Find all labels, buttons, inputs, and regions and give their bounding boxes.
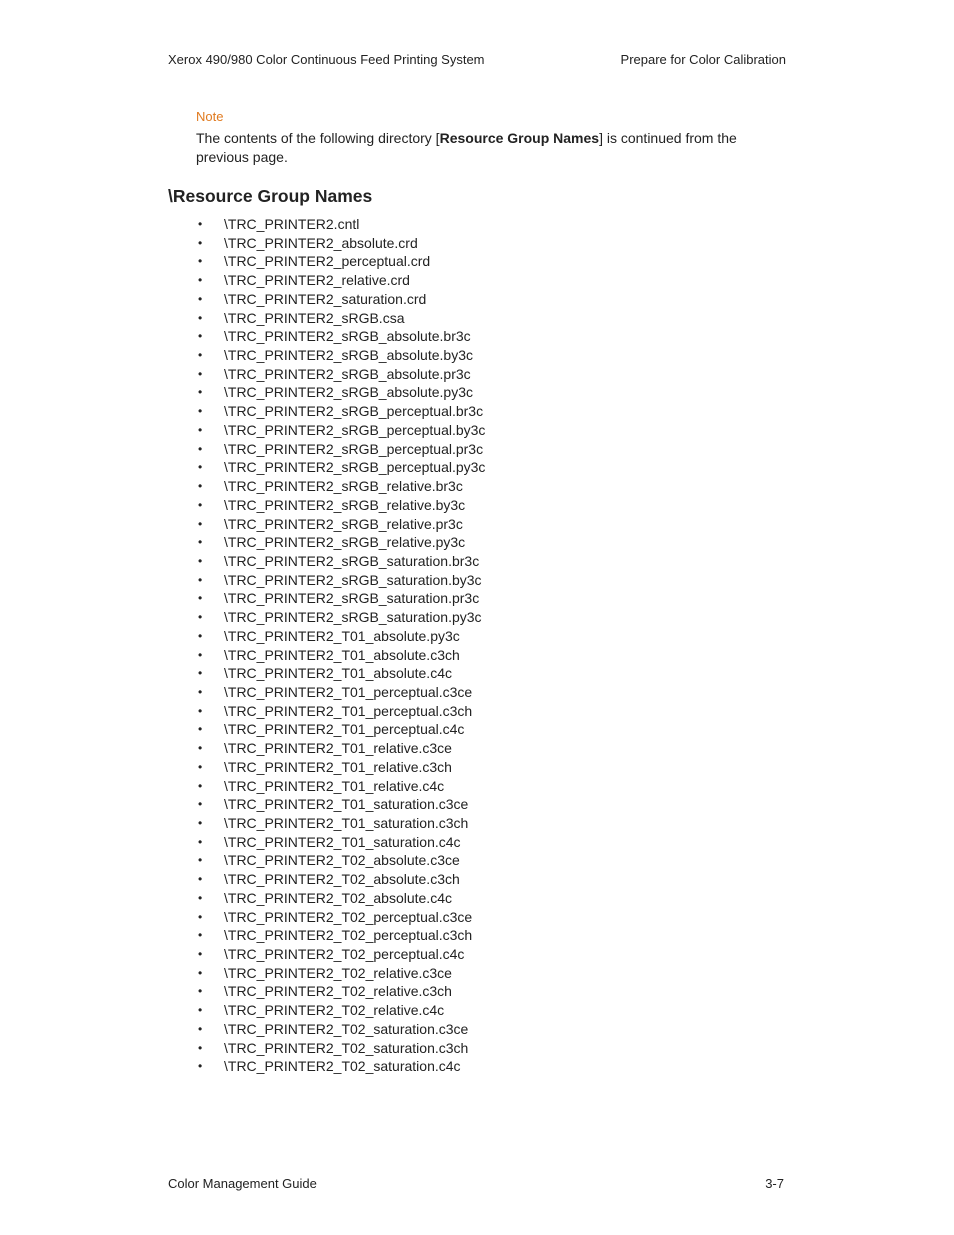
list-item-text: \TRC_PRINTER2_T02_relative.c4c [224,1002,445,1019]
list-item [196,234,485,253]
list-item [196,346,485,365]
bullet-icon: • [198,479,203,494]
bullet-icon: • [198,329,203,344]
bullet-icon: • [198,853,203,868]
list-item [196,571,485,590]
list-item [196,702,485,721]
list-item [196,515,485,534]
list-item-text: \TRC_PRINTER2_T01_absolute.c3ch [224,646,460,663]
bullet-icon: • [198,366,203,381]
list-item [196,383,485,402]
bullet-icon: • [198,310,203,325]
list-item-text: \TRC_PRINTER2_sRGB_perceptual.by3c [224,421,486,438]
list-item [196,833,485,852]
list-item-text: \TRC_PRINTER2_sRGB_perceptual.pr3c [224,440,484,457]
bullet-icon: • [198,497,203,512]
note-text-before: The contents of the following directory [ [196,130,440,146]
list-item-text: \TRC_PRINTER2_T02_absolute.c3ch [224,871,460,888]
list-item [196,870,485,889]
list-item-text: \TRC_PRINTER2_sRGB_relative.py3c [224,534,466,551]
bullet-icon: • [198,797,203,812]
list-item-text: \TRC_PRINTER2_saturation.crd [224,290,427,307]
list-item-text: \TRC_PRINTER2_T02_relative.c3ch [224,983,452,1000]
list-item [196,889,485,908]
bullet-icon: • [198,348,203,363]
list-item-text: \TRC_PRINTER2_sRGB_absolute.br3c [224,328,471,345]
list-item-text: \TRC_PRINTER2_T01_relative.c3ce [224,740,452,757]
list-item-text: \TRC_PRINTER2_T02_absolute.c4c [224,889,452,906]
note-text-bold: Resource Group Names [439,130,600,146]
bullet-icon: • [198,1040,203,1055]
list-item [196,365,485,384]
list-item [196,309,485,328]
list-item-text: \TRC_PRINTER2_sRGB_saturation.br3c [224,552,480,569]
list-item [196,739,485,758]
list-item-text: \TRC_PRINTER2_sRGB.csa [224,309,405,326]
list-item [196,646,485,665]
list-item [196,608,485,627]
bullet-icon: • [198,834,203,849]
list-item-text: \TRC_PRINTER2.cntl [224,216,360,232]
list-item-text: \TRC_PRINTER2_absolute.crd [224,234,418,251]
list-item [196,720,485,739]
running-header-title: Xerox 490/980 Color Continuous Feed Printing System [168,52,485,67]
footer-guide-title: Color Management Guide [168,1176,317,1191]
bullet-icon: • [198,235,203,250]
list-item-text: \TRC_PRINTER2_sRGB_absolute.by3c [224,347,473,364]
list-item [196,683,485,702]
bullet-icon: • [198,441,203,456]
list-item-text: \TRC_PRINTER2_sRGB_relative.by3c [224,496,466,513]
bullet-icon: • [198,535,203,550]
list-item [196,327,485,346]
list-item-text: \TRC_PRINTER2_sRGB_perceptual.py3c [224,459,486,476]
list-item [196,290,485,309]
list-item [196,777,485,796]
list-item [196,758,485,777]
bullet-icon: • [198,273,203,288]
list-item-text: \TRC_PRINTER2_T02_absolute.c3ce [224,852,460,869]
bullet-icon: • [198,647,203,662]
list-item [196,271,485,290]
list-item-text: \TRC_PRINTER2_sRGB_perceptual.br3c [224,403,484,420]
list-item [196,421,485,440]
list-item-text: \TRC_PRINTER2_T01_perceptual.c4c [224,721,465,738]
bullet-icon: • [198,684,203,699]
list-item-text: \TRC_PRINTER2_T02_relative.c3ce [224,964,452,981]
list-item [196,926,485,945]
bullet-icon: • [198,947,203,962]
bullet-icon: • [198,610,203,625]
list-item-text: \TRC_PRINTER2_sRGB_absolute.py3c [224,384,473,401]
list-item-text: \TRC_PRINTER2_sRGB_relative.br3c [224,478,463,495]
list-item [196,252,485,271]
list-item [196,627,485,646]
bullet-icon: • [198,572,203,587]
list-item-text: \TRC_PRINTER2_perceptual.crd [224,253,431,270]
bullet-icon: • [198,217,203,231]
list-item-text: \TRC_PRINTER2_sRGB_relative.pr3c [224,515,463,532]
bullet-icon: • [198,254,203,269]
list-item [196,1057,485,1076]
bullet-icon: • [198,666,203,681]
bullet-icon: • [198,703,203,718]
list-item [196,533,485,552]
list-item [196,1020,485,1039]
list-item [196,589,485,608]
list-item-text: \TRC_PRINTER2_T01_absolute.c4c [224,665,452,682]
list-item [196,664,485,683]
list-item-text: \TRC_PRINTER2_T02_saturation.c4c [224,1058,461,1075]
list-item [196,215,485,234]
list-item [196,908,485,927]
section-heading: \Resource Group Names [168,186,373,206]
bullet-icon: • [198,1021,203,1036]
list-item-text: \TRC_PRINTER2_relative.crd [224,272,410,289]
bullet-icon: • [198,984,203,999]
list-item-text: \TRC_PRINTER2_sRGB_saturation.pr3c [224,590,480,607]
bullet-icon: • [198,404,203,419]
page-number: 3-7 [765,1176,784,1191]
list-item [196,440,485,459]
list-item-text: \TRC_PRINTER2_T01_relative.c3ch [224,758,452,775]
bullet-icon: • [198,778,203,793]
bullet-icon: • [198,591,203,606]
list-item [196,1001,485,1020]
bullet-icon: • [198,965,203,980]
list-item [196,1039,485,1058]
note-text [196,129,776,167]
bullet-icon: • [198,722,203,737]
list-item [196,458,485,477]
list-item [196,402,485,421]
note-label: Note [196,109,224,124]
list-item [196,477,485,496]
bullet-icon: • [198,741,203,756]
bullet-icon: • [198,909,203,924]
list-item [196,945,485,964]
list-item-text: \TRC_PRINTER2_sRGB_saturation.by3c [224,571,482,588]
bullet-icon: • [198,759,203,774]
list-item-text: \TRC_PRINTER2_T01_saturation.c4c [224,833,461,850]
list-item-text: \TRC_PRINTER2_T02_perceptual.c3ce [224,908,473,925]
list-item [196,814,485,833]
list-item [196,795,485,814]
list-item-text: \TRC_PRINTER2_T01_absolute.py3c [224,627,460,644]
bullet-icon: • [198,460,203,475]
file-list [196,215,485,1076]
list-item [196,552,485,571]
list-item-text: \TRC_PRINTER2_T02_saturation.c3ch [224,1039,469,1056]
bullet-icon: • [198,291,203,306]
list-item-text: \TRC_PRINTER2_T02_perceptual.c4c [224,946,465,963]
running-header-section: Prepare for Color Calibration [620,52,786,67]
list-item-text: \TRC_PRINTER2_sRGB_saturation.py3c [224,609,482,626]
list-item [196,851,485,870]
list-item-text: \TRC_PRINTER2_T02_saturation.c3ce [224,1020,469,1037]
list-item-text: \TRC_PRINTER2_T01_perceptual.c3ce [224,683,473,700]
list-item [196,964,485,983]
list-item [196,496,485,515]
bullet-icon: • [198,872,203,887]
bullet-icon: • [198,628,203,643]
list-item-text: \TRC_PRINTER2_T01_relative.c4c [224,777,445,794]
bullet-icon: • [198,1059,203,1074]
bullet-icon: • [198,516,203,531]
bullet-icon: • [198,816,203,830]
list-item-text: \TRC_PRINTER2_T01_saturation.c3ch [224,815,469,831]
bullet-icon: • [198,422,203,437]
list-item-text: \TRC_PRINTER2_sRGB_absolute.pr3c [224,365,471,382]
bullet-icon: • [198,1003,203,1018]
bullet-icon: • [198,928,203,943]
list-item-text: \TRC_PRINTER2_T02_perceptual.c3ch [224,927,473,944]
note-text-after: ] is continued from the previous page. [196,130,737,165]
bullet-icon: • [198,890,203,905]
bullet-icon: • [198,385,203,400]
bullet-icon: • [198,553,203,568]
list-item [196,982,485,1001]
list-item-text: \TRC_PRINTER2_T01_perceptual.c3ch [224,702,473,719]
list-item-text: \TRC_PRINTER2_T01_saturation.c3ce [224,796,469,813]
